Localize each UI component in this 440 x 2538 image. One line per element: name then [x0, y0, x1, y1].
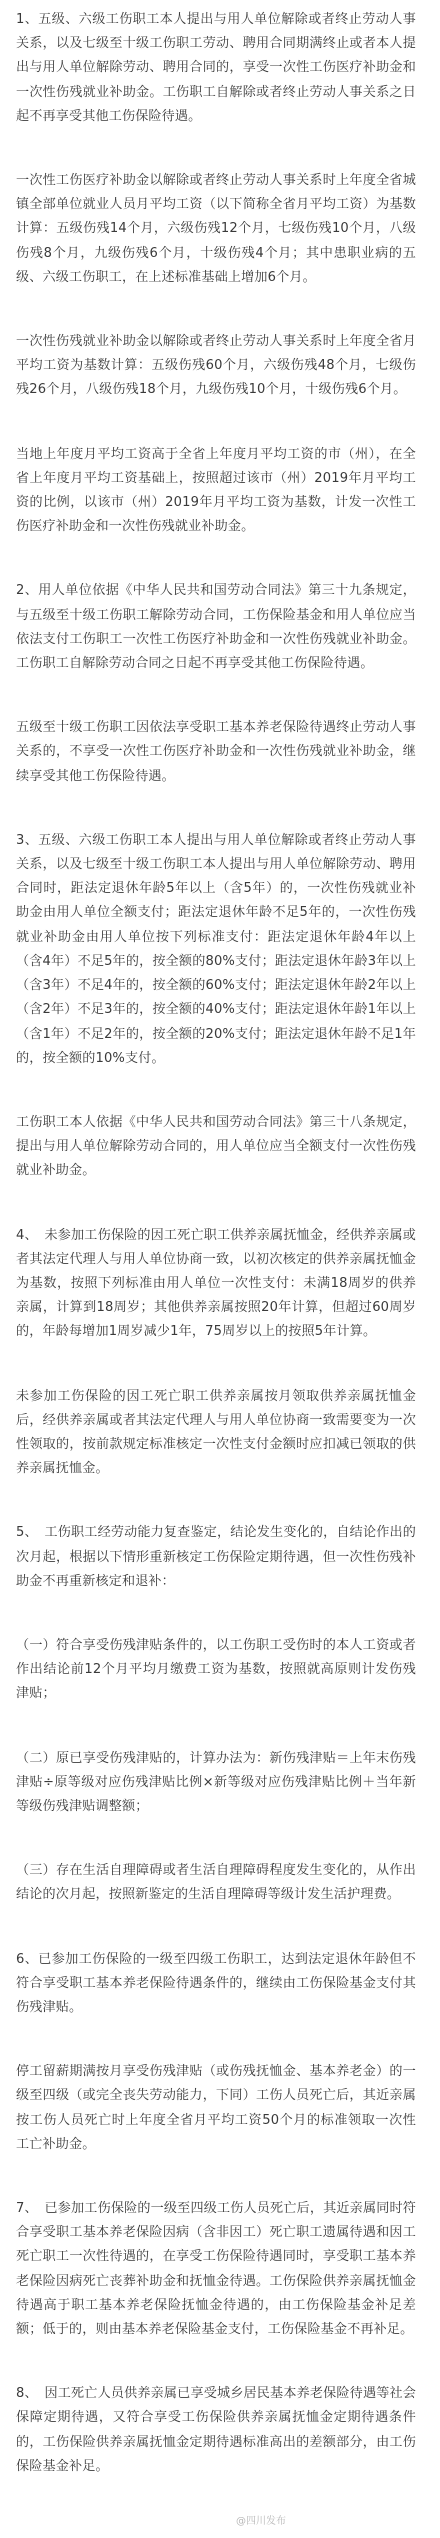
paragraph-2: 一次性工伤医疗补助金以解除或者终止劳动人事关系时上年度全省城镇全部单位就业人员月平均工资（以下简称全省月平均工资）为基数计算：五级伤残14个月，六级伤残12个月，七级伤残10个月，八级伤残8个月，九级伤残6个月，十级伤残4个月；其中患职业病的五级、六级工伤职工，在上述标准基础上增加6个月。 — [16, 173, 416, 285]
watermark: @四川发布 — [236, 2516, 286, 2527]
paragraph-9: 4、 未参加工伤保险的因工死亡职工供养亲属抚恤金，经供养亲属或者其法定代理人与用人单位协商一致，以初次核定的供养亲属抚恤金为基数，按照下列标准由用人单位一次性支付：未满18周岁的供养亲属，计算到18周岁；其他供养亲属按照20年计算，但超过60周岁的，年龄每增加1周岁减少1年，75周岁以上的按照5年计算。 — [16, 1227, 416, 1340]
paragraph-7: 3、五级、六级工伤职工本人提出与用人单位解除或者终止劳动人事关系，以及七级至十级工伤职工本人提出与用人单位解除劳动、聘用合同时，距法定退休年龄5年以上（含5年）的，一次性伤残就业补助金由用人单位全额支付；距法定退休年龄不足5年的，一次性伤残就业补助金由用人单位按下列标准支付：距法定退休年龄4年以上（含4年）不足5年的，按全额的80%支付；距法定退休年龄3年以上（含3年）不足4年的，按全额的60%支付；距法定退休年龄2年以上（含2年）不足3年的，按全额的40%支付；距法定退休年龄1年以上（含1年）不足2年的，按全额的20%支付；距法定退休年龄不足1年的，按全额的10%支付。 — [16, 832, 416, 1066]
paragraph-3: 一次性伤残就业补助金以解除或者终止劳动人事关系时上年度全省月平均工资为基数计算：五级伤残60个月，六级伤残48个月，七级伤残26个月，八级伤残18个月，九级伤残10个月，十级伤残6个月。 — [16, 334, 416, 398]
paragraph-1: 1、五级、六级工伤职工本人提出与用人单位解除或者终止劳动人事关系，以及七级至十级工伤职工劳动、聘用合同期满终止或者本人提出与用人单位解除劳动、聘用合同的，享受一次性工伤医疗补助金和一次性伤残就业补助金。工伤职工自解除或者终止劳动人事关系之日起不再享受其他工伤保险待遇。 — [16, 12, 416, 124]
paragraph-8: 工伤职工本人依据《中华人民共和国劳动合同法》第三十八条规定，提出与用人单位解除劳动合同的，用人单位应当全额支付一次性伤残就业补助金。 — [16, 1114, 416, 1179]
paragraph-18: 8、 因工死亡人员供养亲属已享受城乡居民基本养老保险待遇等社会保障定期待遇，又符合享受工伤保险供养亲属抚恤金定期待遇条件的，工伤保险供养亲属抚恤金定期待遇标准高出的差额部分，由工伤保险基金补足。 — [16, 2386, 416, 2474]
paragraph-4: 当地上年度月平均工资高于全省上年度月平均工资的市（州），在全省上年度月平均工资基础上，按照超过该市（州）2019年月平均工资的比例，以该市（州）2019年月平均工资为基数，计发一次性工伤医疗补助金和一次性伤残就业补助金。 — [16, 446, 416, 535]
paragraph-11: 5、 工伤职工经劳动能力复查鉴定，结论发生变化的，自结论作出的次月起，根据以下情形重新核定工伤保险定期待遇，但一次性伤残补助金不再重新核定和退补： — [16, 1525, 416, 1589]
paragraph-16: 停工留薪期满按月享受伤残津贴（或伤残抚恤金、基本养老金）的一级至四级（或完全丧失劳动能力，下同）工伤人员死亡后，其近亲属按工伤人员死亡时上年度全省月平均工资50个月的标准领取一次性工亡补助金。 — [16, 2064, 416, 2152]
paragraph-13: （二）原已享受伤残津贴的，计算办法为：新伤残津贴＝上年末伤残津贴÷原等级对应伤残津贴比例×新等级对应伤残津贴比例＋当年新等级伤残津贴调整额； — [16, 1750, 416, 1814]
paragraph-12: （一）符合享受伤残津贴条件的，以工伤职工受伤时的本人工资或者作出结论前12个月平均月缴费工资为基数，按照就高原则计发伤残津贴； — [16, 1637, 416, 1702]
paragraph-10: 未参加工伤保险的因工死亡职工供养亲属按月领取供养亲属抚恤金后，经供养亲属或者其法定代理人与用人单位协商一致需要变为一次性领取的，按前款规定标准核定一次性支付金额时应扣减已领取的供养亲属抚恤金。 — [16, 1388, 416, 1477]
paragraph-17: 7、 已参加工伤保险的一级至四级工伤人员死亡后，其近亲属同时符合享受职工基本养老保险因病（含非因工）死亡职工遗属待遇和因工死亡职工一次性待遇的，在享受工伤保险待遇同时，享受职工基本养老保险因病死亡丧葬补助金和抚恤金待遇。工伤保险供养亲属抚恤金待遇高于职工基本养老保险抚恤金待遇的，由工伤保险基金补足差额；低于的，则由基本养老保险基金支付，工伤保险基金不再补足。 — [16, 2201, 416, 2338]
paragraph-15: 6、已参加工伤保险的一级至四级工伤职工，达到法定退休年龄但不符合享受职工基本养老保险待遇条件的，继续由工伤保险基金支付其伤残津贴。 — [16, 1951, 416, 2015]
paragraph-6: 五级至十级工伤职工因依法享受职工基本养老保险待遇终止劳动人事关系的，不享受一次性工伤医疗补助金和一次性伤残就业补助金，继续享受其他工伤保险待遇。 — [16, 720, 416, 784]
paragraph-14: （三）存在生活自理障碍或者生活自理障碍程度发生变化的，从作出结论的次月起，按照新鉴定的生活自理障碍等级计发生活护理费。 — [16, 1863, 416, 1903]
paragraph-5: 2、用人单位依据《中华人民共和国劳动合同法》第三十九条规定，与五级至十级工伤职工解除劳动合同，工伤保险基金和用人单位应当依法支付工伤职工一次性工伤医疗补助金和一次性伤残就业补助金。工伤职工自解除劳动合同之日起不再享受其他工伤保险待遇。 — [16, 583, 416, 672]
